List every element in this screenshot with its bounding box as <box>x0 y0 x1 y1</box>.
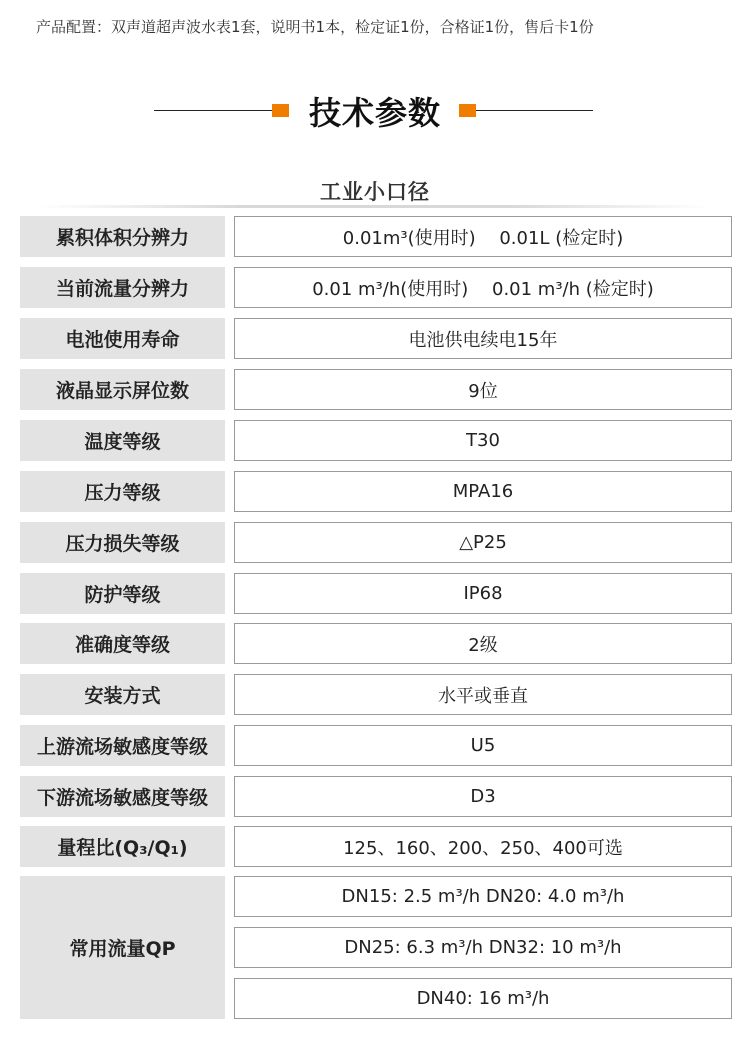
table-row <box>20 776 732 817</box>
spec-subtitle: 工业小口径 <box>320 180 430 204</box>
row-label: 上游流场敏感度等级 <box>20 725 225 766</box>
title-divider-right <box>476 110 593 111</box>
table-row <box>20 623 732 664</box>
flow-rate-value: DN25: 6.3 m³/h DN32: 10 m³/h <box>234 927 732 968</box>
row-value: IP68 <box>234 573 732 614</box>
row-value: 0.01 m³/h(使用时) 0.01 m³/h (检定时) <box>234 267 732 308</box>
row-label: 压力损失等级 <box>20 522 225 563</box>
table-row <box>20 522 732 563</box>
row-value: MPA16 <box>234 471 732 512</box>
row-value: △P25 <box>234 522 732 563</box>
row-value: D3 <box>234 776 732 817</box>
row-value: 2级 <box>234 623 732 664</box>
row-label: 温度等级 <box>20 420 225 461</box>
row-label: 准确度等级 <box>20 623 225 664</box>
row-label: 安装方式 <box>20 674 225 715</box>
row-label: 量程比(Q₃/Q₁) <box>20 826 225 867</box>
title-divider-left <box>154 110 272 111</box>
row-label: 下游流场敏感度等级 <box>20 776 225 817</box>
row-value: 9位 <box>234 369 732 410</box>
product-config-text: 产品配置：双声道超声波水表1套，说明书1本，检定证1份，合格证1份，售后卡1份 <box>36 18 594 36</box>
table-row <box>20 216 732 257</box>
flow-rate-value: DN40: 16 m³/h <box>234 978 732 1019</box>
row-label: 电池使用寿命 <box>20 318 225 359</box>
row-label: 压力等级 <box>20 471 225 512</box>
table-row <box>20 267 732 308</box>
title-accent-square-left <box>272 104 289 117</box>
row-value: 125、160、200、250、400可选 <box>234 826 732 867</box>
row-label: 防护等级 <box>20 573 225 614</box>
table-row <box>20 725 732 766</box>
row-value: 水平或垂直 <box>234 674 732 715</box>
row-label: 液晶显示屏位数 <box>20 369 225 410</box>
table-row <box>20 420 732 461</box>
table-row <box>20 674 732 715</box>
table-row <box>20 369 732 410</box>
table-row <box>20 318 732 359</box>
flow-rate-value: DN15: 2.5 m³/h DN20: 4.0 m³/h <box>234 876 732 917</box>
section-title-block <box>0 88 750 132</box>
row-label: 当前流量分辨力 <box>20 267 225 308</box>
row-label: 累积体积分辨力 <box>20 216 225 257</box>
section-title: 技术参数 <box>308 94 441 132</box>
table-row <box>20 826 732 867</box>
title-accent-square-right <box>459 104 476 117</box>
row-value: 0.01m³(使用时) 0.01L (检定时) <box>234 216 732 257</box>
row-value: U5 <box>234 725 732 766</box>
table-row <box>20 471 732 512</box>
table-row <box>20 573 732 614</box>
flow-rate-label: 常用流量QP <box>20 876 225 1019</box>
row-value: 电池供电续电15年 <box>234 318 732 359</box>
subtitle-underline <box>40 205 710 208</box>
row-value: T30 <box>234 420 732 461</box>
